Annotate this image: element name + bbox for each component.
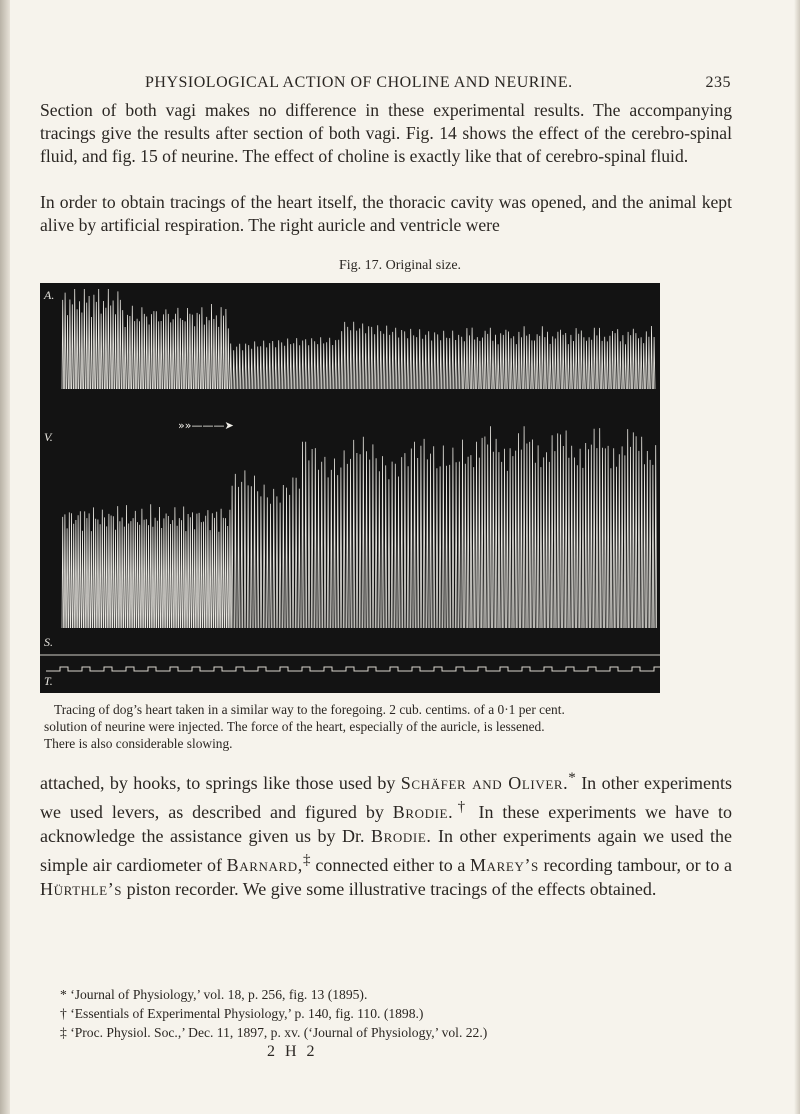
paragraph-2-text: In order to obtain tracings of the heart itself, the thoracic cavity was opened, and the animal kept alive by artificial respiration. The right auricle and ventricle were xyxy=(40,192,732,235)
paragraph-1 xyxy=(40,99,732,167)
page-right-edge xyxy=(794,0,800,1114)
label-ventricle: V. xyxy=(44,430,53,444)
injection-arrow: »»———➤ xyxy=(178,419,234,432)
paragraph-3-text: piston recorder. We give some illustrative tracings of the effects obtained. xyxy=(122,879,657,899)
footnote-1: * ‘Journal of Physiology,’ vol. 18, p. 256, fig. 13 (1895). xyxy=(60,987,368,1002)
label-time: T. xyxy=(44,674,53,688)
signature-mark: 2 H 2 xyxy=(267,1043,318,1060)
footnote-mark: * xyxy=(568,770,576,786)
footnote-mark: ‡ xyxy=(302,852,311,868)
caption-line-1: Tracing of dog’s heart taken in a similar way to the foregoing. 2 cub. centims. of a 0·1 per cent. xyxy=(54,702,565,717)
cited-name: Brodie. xyxy=(371,826,432,846)
label-auricle: A. xyxy=(44,288,55,302)
figure-caption xyxy=(44,701,714,752)
paragraph-2 xyxy=(40,191,732,237)
footnote-mark: † xyxy=(453,799,470,815)
paragraph-3-text: In other experiments we used levers, as described and figured by xyxy=(40,773,732,822)
footnotes xyxy=(60,985,680,1042)
paragraph-3-text: recording tambour, or to a xyxy=(538,855,732,875)
caption-line-3: There is also considerable slowing. xyxy=(44,736,233,751)
heart-tracing-figure xyxy=(40,283,660,693)
paragraph-3-text: attached, by hooks, to springs like those used by xyxy=(40,773,401,793)
paragraph-3 xyxy=(40,766,732,901)
paragraph-3-text: connected either to a xyxy=(310,855,471,875)
cited-name: Schäfer and Oliver. xyxy=(400,773,569,793)
running-title: PHYSIOLOGICAL ACTION OF CHOLINE AND NEURINE. xyxy=(145,74,573,91)
cited-name: Marey’s xyxy=(470,855,539,875)
page-binding-edge xyxy=(0,0,10,1114)
figure-title: Fig. 17. Original size. xyxy=(338,258,462,273)
paragraph-3-text: In these experiments we have to acknowledge the assistance given us by Dr. xyxy=(40,802,732,846)
cited-name: Hürthle’s xyxy=(40,879,123,899)
caption-line-2: solution of neurine were injected. The force of the heart, especially of the auricle, is lessened. xyxy=(44,719,545,734)
paragraph-1-text: Section of both vagi makes no difference in these experimental results. The accompanying tracings give the results after section of both vagi. Fig. 14 shows the effect of the cerebro-spinal fluid, and fig. 15 of neurine. The effect of choline is exactly like that of cerebro-spinal fluid. xyxy=(40,100,732,166)
page-number: 235 xyxy=(705,74,731,91)
paragraph-3-text: In other experiments again we used the simple air cardiometer of xyxy=(40,826,733,875)
footnote-3: ‡ ‘Proc. Physiol. Soc.,’ Dec. 11, 1897, p. xv. (‘Journal of Physiology,’ vol. 22.) xyxy=(60,1025,488,1040)
label-signal: S. xyxy=(44,635,53,649)
cited-name: Brodie. xyxy=(392,802,454,822)
footnote-2: † ‘Essentials of Experimental Physiology,’ p. 140, fig. 110. (1898.) xyxy=(60,1006,424,1021)
cited-name: Barnard, xyxy=(226,855,303,875)
